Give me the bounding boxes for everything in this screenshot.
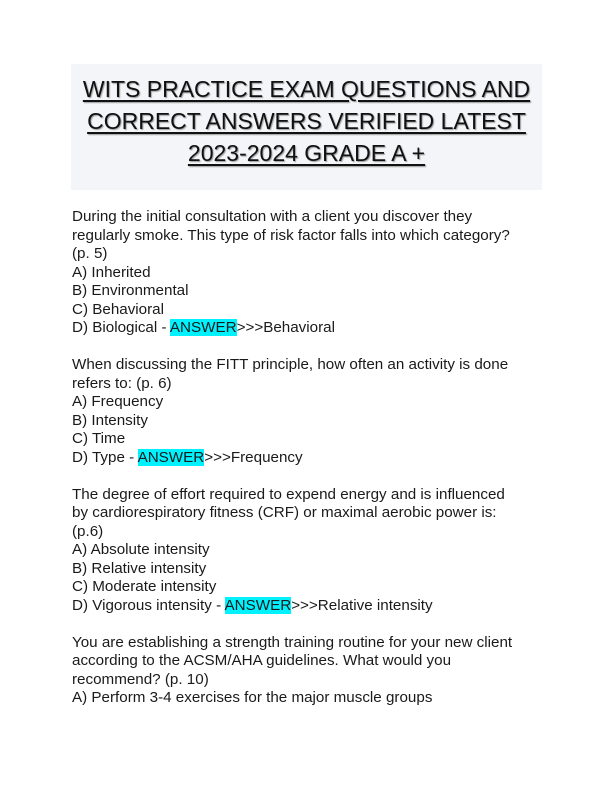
question-stem-line: according to the ACSM/AHA guidelines. What would you — [72, 652, 452, 669]
answer-option-with-answer — [72, 449, 552, 468]
question-2 — [72, 356, 552, 467]
question-list — [72, 208, 552, 726]
answer-option-text: D) Biological - — [72, 319, 170, 336]
question-stem-line: regularly smoke. This type of risk factor falls into which category? — [72, 226, 510, 244]
answer-option: C) Moderate intensity — [72, 578, 217, 595]
answer-option-text: D) Type - — [72, 448, 138, 466]
answer-option: A) Frequency — [72, 393, 164, 410]
question-stem-line: During the initial consultation with a client you discover they — [72, 208, 473, 225]
answer-text: >>>Behavioral — [236, 319, 335, 336]
answer-option-with-answer — [72, 597, 552, 616]
answer-highlight: ANSWER — [224, 596, 292, 614]
question-1 — [72, 208, 552, 338]
answer-option: B) Relative intensity — [72, 559, 207, 577]
question-stem-line: The degree of effort required to expend energy and is influenced — [72, 485, 505, 503]
question-4 — [72, 634, 552, 708]
answer-option-text: D) Vigorous intensity - — [72, 596, 225, 614]
question-stem-line: recommend? (p. 10) — [72, 670, 209, 688]
answer-option: B) Environmental — [72, 282, 189, 299]
answer-option: B) Intensity — [72, 411, 148, 429]
answer-highlight: ANSWER — [137, 448, 205, 466]
answer-option: A) Perform 3-4 exercises for the major muscle groups — [72, 689, 433, 706]
question-stem-line: (p.6) — [72, 522, 104, 540]
document-title-line-1: WITS PRACTICE EXAM QUESTIONS AND — [82, 76, 531, 102]
title-box — [71, 64, 542, 190]
answer-option: C) Behavioral — [72, 300, 165, 318]
question-3 — [72, 486, 552, 616]
document-title-line-2: CORRECT ANSWERS VERIFIED LATEST — [87, 108, 526, 134]
question-stem-line: When discussing the FITT principle, how often an activity is done — [72, 356, 509, 373]
answer-text: >>>Frequency — [204, 448, 303, 466]
answer-option: A) Inherited — [72, 263, 151, 281]
answer-option: C) Time — [72, 430, 126, 447]
answer-option: A) Absolute intensity — [72, 541, 210, 558]
question-stem-line: You are establishing a strength training routine for your new client — [72, 633, 513, 651]
question-stem-line: by cardiorespiratory fitness (CRF) or maximal aerobic power is: — [72, 504, 497, 521]
answer-option-with-answer — [72, 319, 552, 338]
answer-text: >>>Relative intensity — [291, 596, 433, 614]
document-title-line-3: 2023-2024 GRADE A + — [187, 140, 426, 166]
question-stem-line: (p. 5) — [72, 245, 108, 262]
answer-highlight: ANSWER — [169, 319, 237, 336]
question-stem-line: refers to: (p. 6) — [72, 374, 172, 392]
